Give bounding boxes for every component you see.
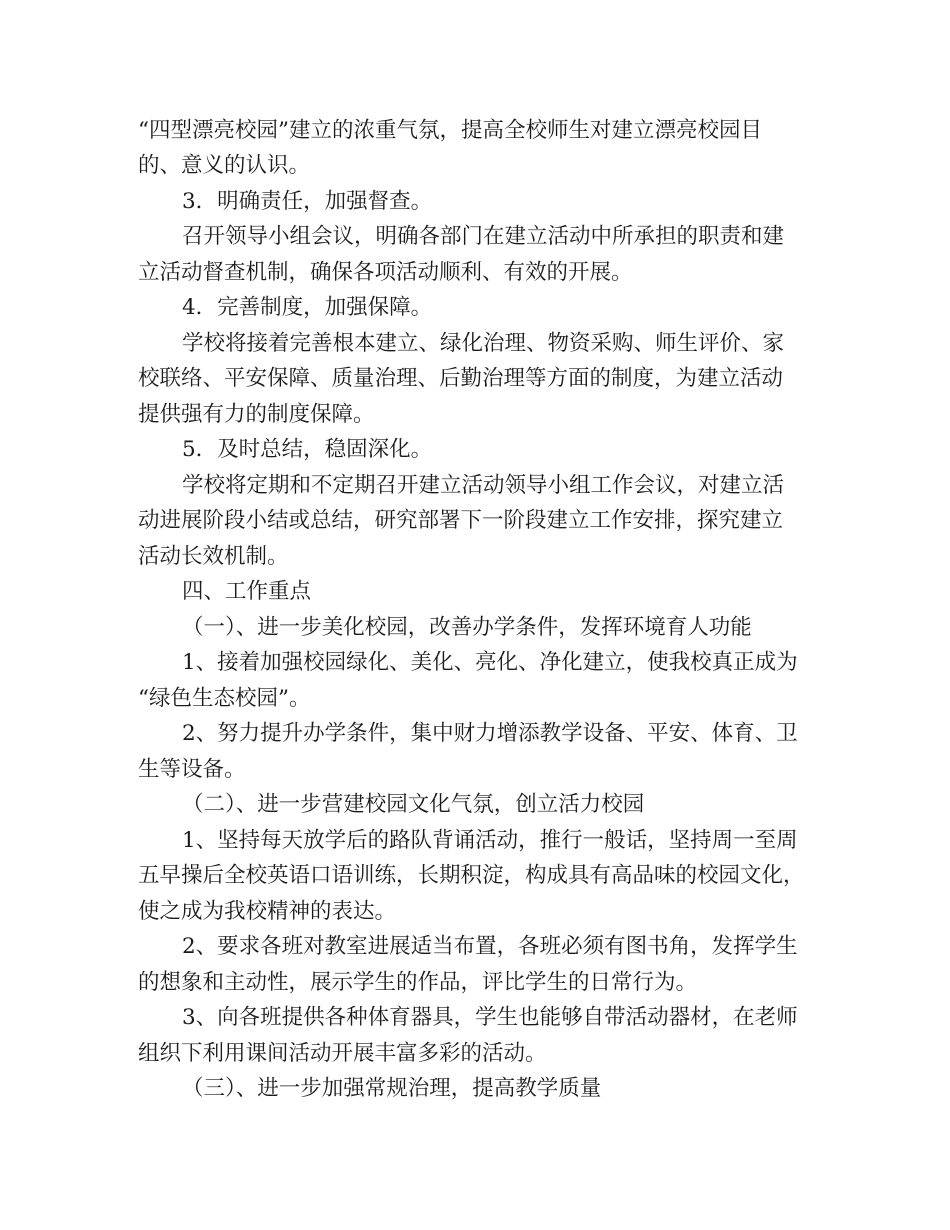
text-line: 组织下利用课间活动开展丰富多彩的活动。 [138, 1041, 547, 1066]
text-line: 2、要求各班对教室进展适当布置，各班必须有图书角，发挥学生 [182, 934, 798, 959]
text-line: 使之成为我校精神的表达。 [138, 899, 397, 924]
text-line: “绿色生态校园”。 [138, 686, 311, 711]
section-heading: 3．明确责任，加强督查。 [182, 189, 433, 214]
text-line: 的、意义的认识。 [138, 153, 311, 178]
section-heading: 5．及时总结，稳固深化。 [182, 437, 433, 462]
section-heading: 四、工作重点 [182, 579, 312, 604]
section-heading: 4．完善制度，加强保障。 [182, 295, 433, 320]
text-line: 1、坚持每天放学后的路队背诵活动，推行一般话，坚持周一至周 [182, 828, 798, 853]
subsection-heading: （三）、进一步加强常规治理，提高教学质量 [182, 1076, 602, 1101]
subsection-heading: （一）、进一步美化校园，改善办学条件，发挥环境育人功能 [182, 615, 752, 640]
text-line: 生等设备。 [138, 757, 246, 782]
text-line: 3、向各班提供各种体育器具，学生也能够自带活动器材，在老师 [182, 1005, 798, 1030]
text-line: 活动长效机制。 [138, 544, 289, 569]
text-line: 动进展阶段小结或总结，研究部署下一阶段建立工作安排，探究建立 [138, 508, 784, 533]
text-line: 学校将定期和不定期召开建立活动领导小组工作会议，对建立活 [182, 473, 785, 498]
text-line: 立活动督查机制，确保各项活动顺利、有效的开展。 [138, 260, 633, 285]
text-line: 校联络、平安保障、质量治理、后勤治理等方面的制度，为建立活动 [138, 366, 784, 391]
text-line: 提供强有力的制度保障。 [138, 402, 375, 427]
text-line: 1、接着加强校园绿化、美化、亮化、净化建立，使我校真正成为 [182, 650, 798, 675]
text-line: “四型漂亮校园”建立的浓重气氛，提高全校师生对建立漂亮校园目 [138, 118, 762, 143]
subsection-heading: （二）、进一步营建校园文化气氛，创立活力校园 [182, 792, 645, 817]
text-line: 的想象和主动性，展示学生的作品，评比学生的日常行为。 [138, 970, 698, 995]
text-line: 学校将接着完善根本建立、绿化治理、物资采购、师生评价、家 [182, 331, 785, 356]
text-line: 五早操后全校英语口语训练，长期积淀，构成具有高品味的校园文化， [138, 863, 805, 888]
text-line: 召开领导小组会议，明确各部门在建立活动中所承担的职责和建 [182, 224, 785, 249]
text-line: 2、努力提升办学条件，集中财力增添教学设备、平安、体育、卫 [182, 721, 798, 746]
